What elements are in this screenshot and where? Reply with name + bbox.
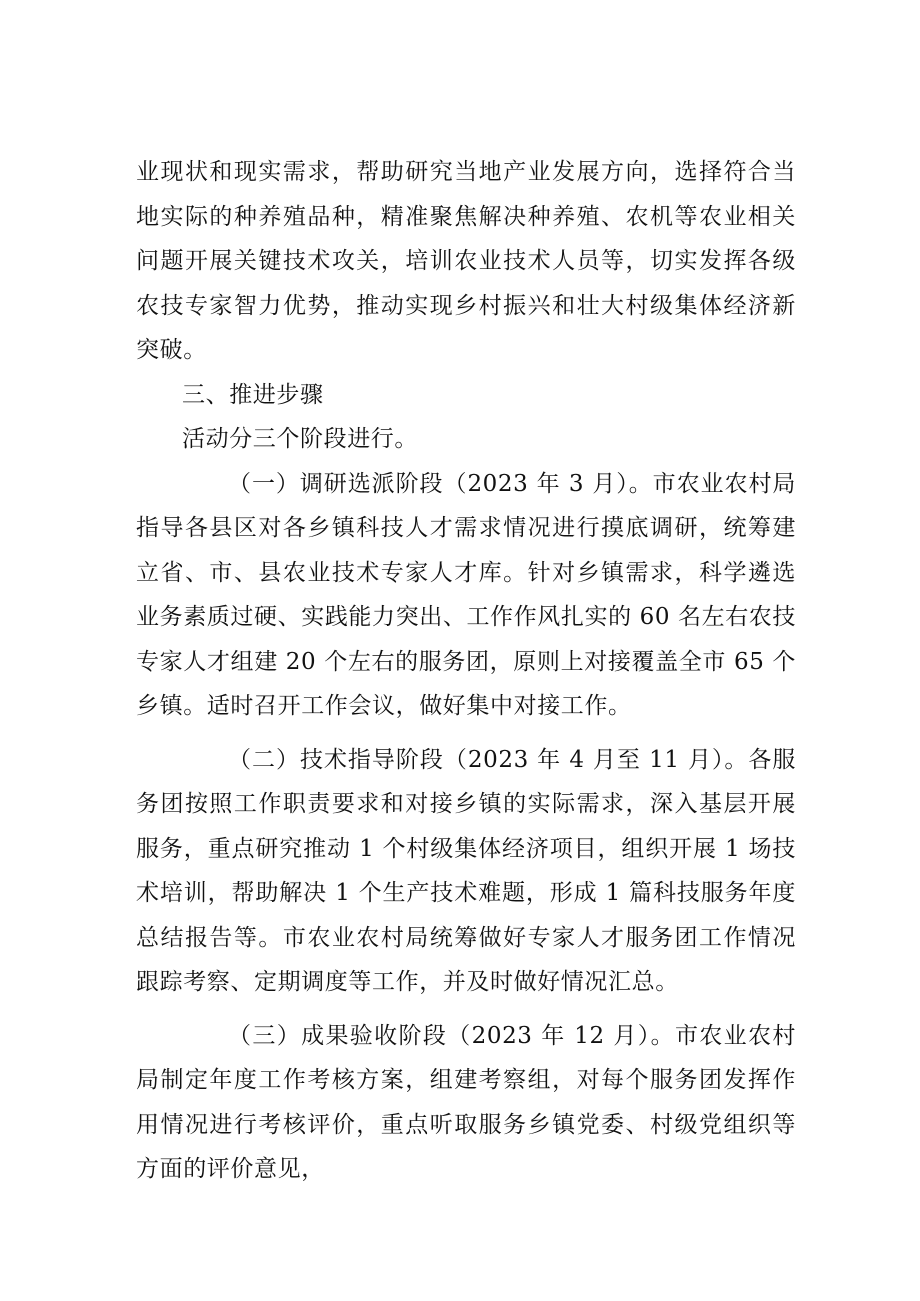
- section-heading-3: 三、推进步骤: [182, 381, 324, 408]
- paragraph-stage-3: （三）成果验收阶段（2023 年 12 月）。市农业农村局制定年度工作考核方案，组建考察组，对每个服务团发挥作用情况进行考核评价，重点听取服务乡镇党委、村级党组织等方面的评价意见，: [136, 1022, 796, 1182]
- document-body: [136, 150, 796, 1192]
- paragraph-stages-intro: 活动分三个阶段进行。: [182, 426, 418, 452]
- paragraph-gap: [136, 1005, 796, 1014]
- paragraph-stage-1: （一）调研选派阶段（2023 年 3 月）。市农业农村局指导各县区对各乡镇科技人才需求情况进行摸底调研，统筹建立省、市、县农业技术专家人才库。针对乡镇需求，科学遴选业务素质过硬、实践能力突出、工作作风扎实的 60 名左右农技专家人才组建 20 个左右的服务团，原则上对接覆盖全市 65 个乡镇。适时召开工作会议，做好集中对接工作。: [136, 470, 796, 719]
- paragraph-stage-2: （二）技术指导阶段（2023 年 4 月至 11 月）。各服务团按照工作职责要求和对接乡镇的实际需求，深入基层开展服务，重点研究推动 1 个村级集体经济项目，组织开展 1 场技术培训，帮助解决 1 个生产技术难题，形成 1 篇科技服务年度总结报告等。市农业农村局统筹做好专家人才服务团工作情况跟踪考察、定期调度等工作，并及时做好情况汇总。: [136, 746, 796, 995]
- paragraph-continuation: 业现状和现实需求，帮助研究当地产业发展方向，选择符合当地实际的种养殖品种，精准聚焦解决种养殖、农机等农业相关问题开展关键技术攻关，培训农业技术人员等，切实发挥各级农技专家智力优势，推动实现乡村振兴和壮大村级集体经济新突破。: [136, 159, 796, 363]
- paragraph-gap: [136, 729, 796, 738]
